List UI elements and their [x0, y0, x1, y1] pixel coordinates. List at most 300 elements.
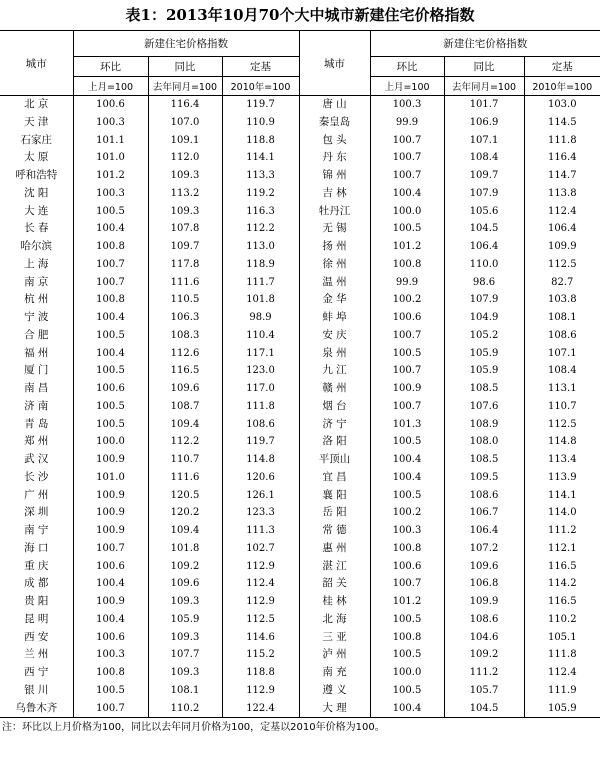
yoy-right: 106.4 [444, 238, 524, 256]
base-right: 116.4 [547, 152, 577, 164]
mom-right: 100.4 [370, 451, 444, 469]
yoy-left: 109.7 [148, 238, 222, 256]
yoy-right: 109.9 [444, 593, 524, 611]
base-right: 105.9 [547, 702, 577, 714]
mom-right: 100.5 [370, 682, 444, 700]
mom-left: 101.0 [73, 469, 148, 487]
yoy-left: 107.7 [148, 646, 222, 664]
base-left: 118.8 [222, 664, 299, 682]
mom-left: 100.0 [73, 433, 148, 451]
city-left: 银 川 [0, 682, 73, 700]
city-left: 太 原 [0, 149, 73, 167]
mom-left: 100.5 [73, 398, 148, 416]
yoy-right: 109.2 [444, 646, 524, 664]
table-row [0, 700, 600, 718]
base-left: 116.3 [222, 203, 299, 221]
city-header-right: 城市 [299, 31, 370, 96]
yoy-right: 105.6 [444, 203, 524, 221]
city-left: 武 汉 [0, 451, 73, 469]
mom-right: 100.0 [370, 664, 444, 682]
mom-left: 100.7 [73, 540, 148, 558]
base-right: 112.5 [547, 418, 577, 430]
table-row [0, 504, 600, 522]
base-left: 110.9 [222, 114, 299, 132]
mom-right: 100.5 [370, 220, 444, 238]
yoy-right: 104.6 [444, 629, 524, 647]
table-row [0, 646, 600, 664]
base-left: 117.1 [222, 345, 299, 363]
yoy-left: 109.3 [148, 664, 222, 682]
base-right: 110.2 [547, 613, 577, 625]
group-header-right: 新建住宅价格指数 [370, 31, 600, 57]
mom-right: 100.7 [370, 167, 444, 185]
mom-right: 101.3 [370, 416, 444, 434]
mom-right: 100.6 [370, 558, 444, 576]
mom-left: 100.4 [73, 309, 148, 327]
city-left: 兰 州 [0, 646, 73, 664]
yoy-right: 107.1 [444, 132, 524, 150]
base-right: 109.9 [547, 241, 577, 252]
city-right: 扬 州 [299, 238, 370, 256]
mom-left: 100.4 [73, 220, 148, 238]
city-right: 唐 山 [299, 96, 370, 114]
yoy-right: 108.4 [444, 149, 524, 167]
yoy-left: 109.6 [148, 575, 222, 593]
mom-right: 100.5 [370, 433, 444, 451]
mom-right: 100.8 [370, 540, 444, 558]
city-left: 重 庆 [0, 558, 73, 576]
base-right: 116.5 [547, 596, 577, 607]
city-header-left: 城市 [0, 31, 73, 96]
yoy-left: 120.5 [148, 487, 222, 505]
table-row [0, 558, 600, 576]
city-left: 昆 明 [0, 611, 73, 629]
mom-right: 100.3 [370, 522, 444, 540]
city-left: 海 口 [0, 540, 73, 558]
table-row [0, 149, 600, 167]
mom-left: 100.5 [73, 416, 148, 434]
mom-left: 100.3 [73, 185, 148, 203]
base-right: 113.1 [547, 383, 577, 394]
mom-left: 100.4 [73, 575, 148, 593]
yoy-right: 107.2 [444, 540, 524, 558]
table-row [0, 682, 600, 700]
mom-right: 100.2 [370, 504, 444, 522]
yoy-right: 109.6 [444, 558, 524, 576]
base-left: 112.2 [222, 220, 299, 238]
city-left: 郑 州 [0, 433, 73, 451]
city-right: 惠 州 [299, 540, 370, 558]
yoy-left: 110.7 [148, 451, 222, 469]
mom-left: 100.5 [73, 327, 148, 345]
base-right: 105.1 [547, 631, 577, 643]
table-row [0, 398, 600, 416]
mom-right: 100.2 [370, 291, 444, 309]
base-right: 114.5 [547, 116, 577, 128]
yoy-left: 107.8 [148, 220, 222, 238]
table-row [0, 256, 600, 274]
yoy-left: 112.2 [148, 433, 222, 451]
city-right: 韶 关 [299, 575, 370, 593]
mom-left: 100.9 [73, 504, 148, 522]
base-left: 101.8 [222, 291, 299, 309]
mom-left: 100.6 [73, 558, 148, 576]
city-left: 贵 阳 [0, 593, 73, 611]
group-header-left: 新建住宅价格指数 [73, 31, 299, 57]
yoy-left: 109.1 [148, 132, 222, 150]
yoy-right: 108.6 [444, 487, 524, 505]
yoy-left: 113.2 [148, 185, 222, 203]
base-right: 112.1 [547, 542, 577, 554]
base-right: 112.4 [547, 667, 577, 678]
yoy-right: 110.0 [444, 256, 524, 274]
table-row [0, 540, 600, 558]
mom-right: 99.9 [370, 274, 444, 292]
mom-left: 100.3 [73, 114, 148, 132]
base-right: 106.4 [547, 223, 577, 235]
yoy-left: 110.5 [148, 291, 222, 309]
table-row [0, 433, 600, 451]
city-left: 天 津 [0, 114, 73, 132]
yoy-left: 101.8 [148, 540, 222, 558]
base-left: 123.3 [222, 504, 299, 522]
city-right: 丹 东 [299, 149, 370, 167]
mom-right: 100.4 [370, 700, 444, 718]
city-left: 北 京 [0, 96, 73, 114]
yoy-right: 106.8 [444, 575, 524, 593]
yoy-right: 106.9 [444, 114, 524, 132]
base-fixed-left: 2010年=100 [222, 77, 299, 96]
mom-left: 100.9 [73, 593, 148, 611]
city-left: 西 宁 [0, 664, 73, 682]
city-right: 遵 义 [299, 682, 370, 700]
mom-right: 100.7 [370, 149, 444, 167]
city-left: 西 安 [0, 629, 73, 647]
city-right: 赣 州 [299, 380, 370, 398]
yoy-right: 104.9 [444, 309, 524, 327]
base-right: 108.6 [547, 329, 577, 341]
city-left: 乌鲁木齐 [0, 700, 73, 718]
city-right: 北 海 [299, 611, 370, 629]
yoy-right: 111.2 [444, 664, 524, 682]
table-row [0, 238, 600, 256]
city-right: 牡丹江 [299, 203, 370, 221]
table-row [0, 114, 600, 132]
city-right: 蚌 埠 [299, 309, 370, 327]
city-right: 九 江 [299, 362, 370, 380]
base-right: 114.0 [547, 507, 577, 519]
city-right: 吉 林 [299, 185, 370, 203]
table-row [0, 327, 600, 345]
table-row [0, 629, 600, 647]
table-row [0, 611, 600, 629]
yoy-right: 106.7 [444, 504, 524, 522]
base-right: 103.8 [547, 294, 577, 306]
yoy-left: 109.3 [148, 167, 222, 185]
table-body [0, 96, 600, 718]
yoy-right: 105.2 [444, 327, 524, 345]
base-left: 113.3 [222, 167, 299, 185]
city-right: 济 宁 [299, 416, 370, 434]
table-row [0, 380, 600, 398]
base-left: 112.9 [222, 558, 299, 576]
city-left: 石家庄 [0, 132, 73, 150]
base-right: 112.5 [547, 258, 577, 270]
table-row [0, 664, 600, 682]
yoy-left: 116.4 [148, 96, 222, 114]
yoy-right: 108.9 [444, 416, 524, 434]
mom-right: 100.5 [370, 611, 444, 629]
base-right: 114.1 [547, 489, 577, 501]
base-left: 120.6 [222, 469, 299, 487]
yoy-left: 120.2 [148, 504, 222, 522]
yoy-left: 110.2 [148, 700, 222, 718]
base-left: 114.1 [222, 149, 299, 167]
table-row [0, 451, 600, 469]
mom-left: 100.9 [73, 487, 148, 505]
base-left: 114.8 [222, 451, 299, 469]
yoy-right: 105.7 [444, 682, 524, 700]
mom-left: 100.6 [73, 96, 148, 114]
city-left: 呼和浩特 [0, 167, 73, 185]
city-left: 沈 阳 [0, 185, 73, 203]
city-right: 锦 州 [299, 167, 370, 185]
yoy-right: 104.5 [444, 220, 524, 238]
city-right: 泉 州 [299, 345, 370, 363]
base-left: 112.5 [222, 611, 299, 629]
yoy-left: 108.3 [148, 327, 222, 345]
yoy-left: 112.6 [148, 345, 222, 363]
base-right: 114.8 [547, 436, 577, 448]
mom-right: 100.7 [370, 327, 444, 345]
table-row [0, 575, 600, 593]
yoy-left: 107.0 [148, 114, 222, 132]
mom-left: 100.8 [73, 664, 148, 682]
base-right: 116.5 [547, 560, 577, 572]
mom-right: 100.7 [370, 575, 444, 593]
yoy-left: 109.3 [148, 593, 222, 611]
mom-left: 100.7 [73, 700, 148, 718]
table-row [0, 185, 600, 203]
mom-left: 100.5 [73, 682, 148, 700]
base-right: 113.8 [547, 187, 577, 199]
table-row [0, 469, 600, 487]
city-right: 常 德 [299, 522, 370, 540]
base-left: 117.0 [222, 380, 299, 398]
city-left: 济 南 [0, 398, 73, 416]
mom-right: 100.5 [370, 487, 444, 505]
base-yoy-left: 去年同月=100 [148, 77, 222, 96]
base-left: 112.9 [222, 682, 299, 700]
mom-left: 100.6 [73, 629, 148, 647]
base-right: 111.9 [547, 684, 577, 696]
base-right: 114.2 [547, 578, 577, 590]
yoy-left: 108.7 [148, 398, 222, 416]
base-right: 112.4 [547, 205, 577, 217]
mom-right: 100.7 [370, 398, 444, 416]
base-mom-left: 上月=100 [73, 77, 148, 96]
mom-right: 100.4 [370, 469, 444, 487]
base-right: 114.7 [547, 170, 577, 181]
base-left: 119.2 [222, 185, 299, 203]
base-left: 122.4 [222, 700, 299, 718]
mom-left: 100.7 [73, 256, 148, 274]
col-base-left: 定基 [222, 57, 299, 77]
mom-left: 100.9 [73, 451, 148, 469]
yoy-right: 108.0 [444, 433, 524, 451]
base-left: 113.0 [222, 238, 299, 256]
yoy-right: 105.9 [444, 345, 524, 363]
table-row [0, 203, 600, 221]
yoy-right: 107.6 [444, 398, 524, 416]
mom-left: 101.0 [73, 149, 148, 167]
mom-right: 100.9 [370, 380, 444, 398]
col-mom-right: 环比 [370, 57, 444, 77]
mom-right: 99.9 [370, 114, 444, 132]
mom-left: 100.5 [73, 362, 148, 380]
yoy-left: 111.6 [148, 274, 222, 292]
mom-right: 100.8 [370, 256, 444, 274]
mom-right: 100.7 [370, 132, 444, 150]
yoy-left: 109.3 [148, 629, 222, 647]
mom-left: 101.2 [73, 167, 148, 185]
city-right: 宜 昌 [299, 469, 370, 487]
mom-right: 100.5 [370, 345, 444, 363]
city-left: 大 连 [0, 203, 73, 221]
city-right: 洛 阳 [299, 433, 370, 451]
city-right: 烟 台 [299, 398, 370, 416]
table-row [0, 167, 600, 185]
col-mom-left: 环比 [73, 57, 148, 77]
city-left: 福 州 [0, 345, 73, 363]
base-right: 111.2 [547, 525, 577, 536]
city-right: 襄 阳 [299, 487, 370, 505]
base-right: 111.8 [547, 649, 577, 661]
table-row [0, 132, 600, 150]
base-right: 113.9 [547, 471, 577, 483]
base-right: 103.0 [547, 99, 577, 110]
yoy-left: 109.4 [148, 522, 222, 540]
base-left: 115.2 [222, 646, 299, 664]
city-right: 金 华 [299, 291, 370, 309]
table-row [0, 220, 600, 238]
base-left: 98.9 [222, 309, 299, 327]
mom-left: 100.8 [73, 238, 148, 256]
city-left: 长 沙 [0, 469, 73, 487]
city-right: 大 理 [299, 700, 370, 718]
table-row [0, 291, 600, 309]
mom-right: 100.4 [370, 185, 444, 203]
table-title: 表1：2013年10月70个大中城市新建住宅价格指数 [125, 6, 475, 24]
city-right: 三 亚 [299, 629, 370, 647]
yoy-right: 104.5 [444, 700, 524, 718]
base-left: 112.4 [222, 575, 299, 593]
col-yoy-right: 同比 [444, 57, 524, 77]
city-left: 合 肥 [0, 327, 73, 345]
base-left: 111.3 [222, 522, 299, 540]
city-left: 广 州 [0, 487, 73, 505]
mom-left: 100.4 [73, 345, 148, 363]
base-left: 126.1 [222, 487, 299, 505]
yoy-right: 108.5 [444, 380, 524, 398]
yoy-right: 107.9 [444, 185, 524, 203]
yoy-right: 108.6 [444, 611, 524, 629]
mom-right: 100.7 [370, 362, 444, 380]
city-right: 岳 阳 [299, 504, 370, 522]
city-left: 杭 州 [0, 291, 73, 309]
mom-left: 100.8 [73, 291, 148, 309]
mom-right: 100.0 [370, 203, 444, 221]
city-right: 桂 林 [299, 593, 370, 611]
mom-left: 100.6 [73, 380, 148, 398]
base-left: 108.6 [222, 416, 299, 434]
city-left: 宁 波 [0, 309, 73, 327]
city-left: 南 宁 [0, 522, 73, 540]
base-left: 111.8 [222, 398, 299, 416]
city-left: 上 海 [0, 256, 73, 274]
base-left: 119.7 [222, 433, 299, 451]
table-row [0, 96, 600, 114]
yoy-left: 109.3 [148, 203, 222, 221]
yoy-right: 109.7 [444, 167, 524, 185]
city-right: 南 充 [299, 664, 370, 682]
city-right: 无 锡 [299, 220, 370, 238]
mom-right: 101.2 [370, 238, 444, 256]
table-row [0, 345, 600, 363]
city-left: 青 岛 [0, 416, 73, 434]
base-right: 113.4 [547, 454, 577, 465]
base-fixed-right: 2010年=100 [524, 77, 600, 96]
base-left: 112.9 [222, 593, 299, 611]
city-left: 哈尔滨 [0, 238, 73, 256]
base-left: 123.0 [222, 362, 299, 380]
yoy-right: 105.9 [444, 362, 524, 380]
footnote: 注：环比以上月价格为100，同比以去年同月价格为100，定基以2010年价格为100。 [2, 722, 385, 734]
table-row [0, 522, 600, 540]
city-left: 长 春 [0, 220, 73, 238]
base-left: 111.7 [222, 274, 299, 292]
city-left: 成 都 [0, 575, 73, 593]
city-right: 徐 州 [299, 256, 370, 274]
base-right: 111.8 [547, 134, 577, 146]
city-right: 安 庆 [299, 327, 370, 345]
city-left: 厦 门 [0, 362, 73, 380]
city-left: 深 圳 [0, 504, 73, 522]
mom-right: 100.6 [370, 309, 444, 327]
mom-left: 100.7 [73, 274, 148, 292]
base-yoy-right: 去年同月=100 [444, 77, 524, 96]
city-left: 南 京 [0, 274, 73, 292]
yoy-right: 98.6 [444, 274, 524, 292]
price-index-table [0, 30, 600, 718]
yoy-right: 107.9 [444, 291, 524, 309]
base-right: 107.1 [547, 347, 577, 359]
yoy-left: 117.8 [148, 256, 222, 274]
mom-left: 101.1 [73, 132, 148, 150]
yoy-right: 109.5 [444, 469, 524, 487]
table-row [0, 416, 600, 434]
yoy-left: 112.0 [148, 149, 222, 167]
col-base-right: 定基 [524, 57, 600, 77]
table-row [0, 274, 600, 292]
yoy-left: 109.4 [148, 416, 222, 434]
yoy-right: 108.5 [444, 451, 524, 469]
yoy-right: 106.4 [444, 522, 524, 540]
col-yoy-left: 同比 [148, 57, 222, 77]
base-mom-right: 上月=100 [370, 77, 444, 96]
city-right: 泸 州 [299, 646, 370, 664]
base-right: 108.1 [547, 312, 577, 323]
